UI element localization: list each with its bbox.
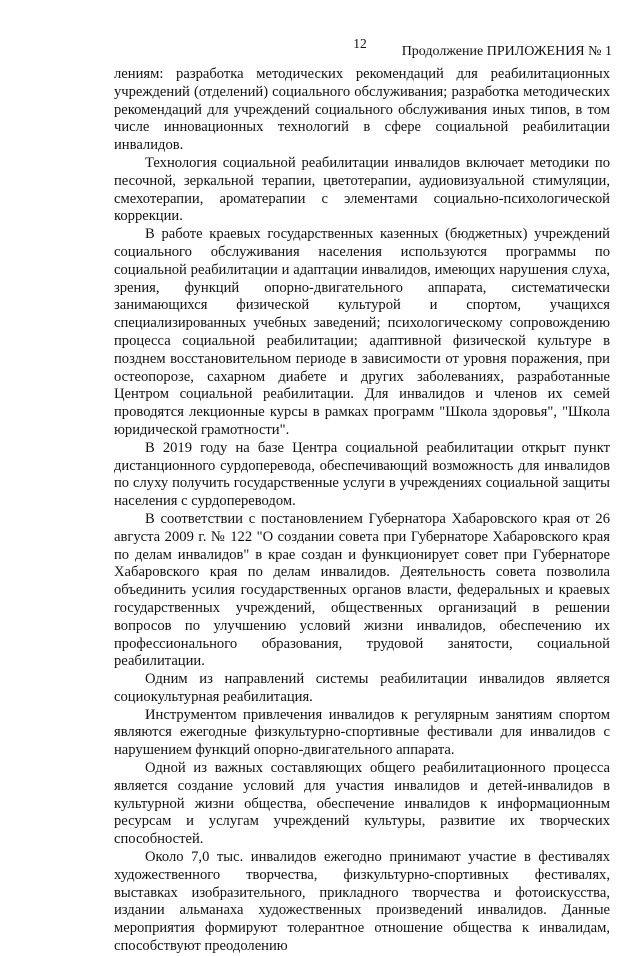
page-number: 12 xyxy=(353,36,367,51)
paragraph-3: В работе краевых государственных казенных (бюджетных) учреждений социального обслуживания населения используются программы по социальной реабилитации и адаптации инвалидов, имеющих нарушения слуха, зрения, функций опорно-двигательного аппарата, систематически занимающихся физической культурой и спортом, учащихся специализированных учебных заведений; психологическому сопровождению процесса социальной реабилитации; адаптивной физической культуре в позднем восстановительном периоде в зависимости от уровня поражения, при остеопорозе, сахарном диабете и других заболеваниях, разработанные Центром социальной реабилитации. Для инвалидов и членов их семей проводятся лекционные курсы в рамках программ "Школа здоровья", "Школа юридической грамотности". xyxy=(114,226,610,438)
paragraph-2: Технология социальной реабилитации инвалидов включает методики по песочной, зеркальной терапии, цветотерапии, аудиовизуальной стимуляции, смехотерапии, ароматерапии с элементами социально-психологической коррекции. xyxy=(114,154,610,225)
document-body xyxy=(114,66,610,956)
paragraph-8: Одной из важных составляющих общего реабилитационного процесса является создание условий для участия инвалидов и детей-инвалидов в культурной жизни общества, обеспечение инвалидов к информационным ресурсам и услугам учреждений культуры, развитие их творческих способностей. xyxy=(114,760,610,848)
paragraph-7: Инструментом привлечения инвалидов к регулярным занятиям спортом являются ежегодные физкультурно-спортивные фестивали для инвалидов с нарушением функций опорно-двигательного аппарата. xyxy=(114,706,610,759)
paragraph-5: В соответствии с постановлением Губернатора Хабаровского края от 26 августа 2009 г. № 122 "О создании совета при Губернаторе Хабаровского края по делам инвалидов" в крае создан и функционирует совет при Губернаторе Хабаровского края по делам инвалидов. Деятельность совета позволила объединить усилия государственных органов власти, федеральных и краевых государственных учреждений, общественных организаций в решении вопросов по улучшению условий жизни инвалидов, обеспечению их профессионального образования, трудовой занятости, социальной реабилитации. xyxy=(114,510,610,670)
appendix-continuation-label: Продолжение ПРИЛОЖЕНИЯ № 1 xyxy=(401,44,612,59)
paragraph-1: лениям: разработка методических рекомендаций для реабилитационных учреждений (отделений) социального обслуживания; разработка методических рекомендаций для учреждений социального обслуживания иных типов, в том числе инновационных технологий в сфере социальной реабилитации инвалидов. xyxy=(114,66,610,154)
paragraph-6: Одним из направлений системы реабилитации инвалидов является социокультурная реабилитация. xyxy=(114,671,610,705)
paragraph-9: Около 7,0 тыс. инвалидов ежегодно принимают участие в фестивалях художественного творчества, физкультурно-спортивных фестивалях, выставках изобразительного, прикладного творчества и фотоискусства, издании альманаха художественных произведений инвалидов. Данные мероприятия формируют толерантное отношение общества к инвалидам, способствуют преодолению xyxy=(114,849,610,955)
paragraph-4: В 2019 году на базе Центра социальной реабилитации открыт пункт дистанционного сурдоперевода, обеспечивающий возможность для инвалидов по слуху получить государственные услуги в учреждениях социальной защиты населения с сурдопереводом. xyxy=(114,439,610,510)
